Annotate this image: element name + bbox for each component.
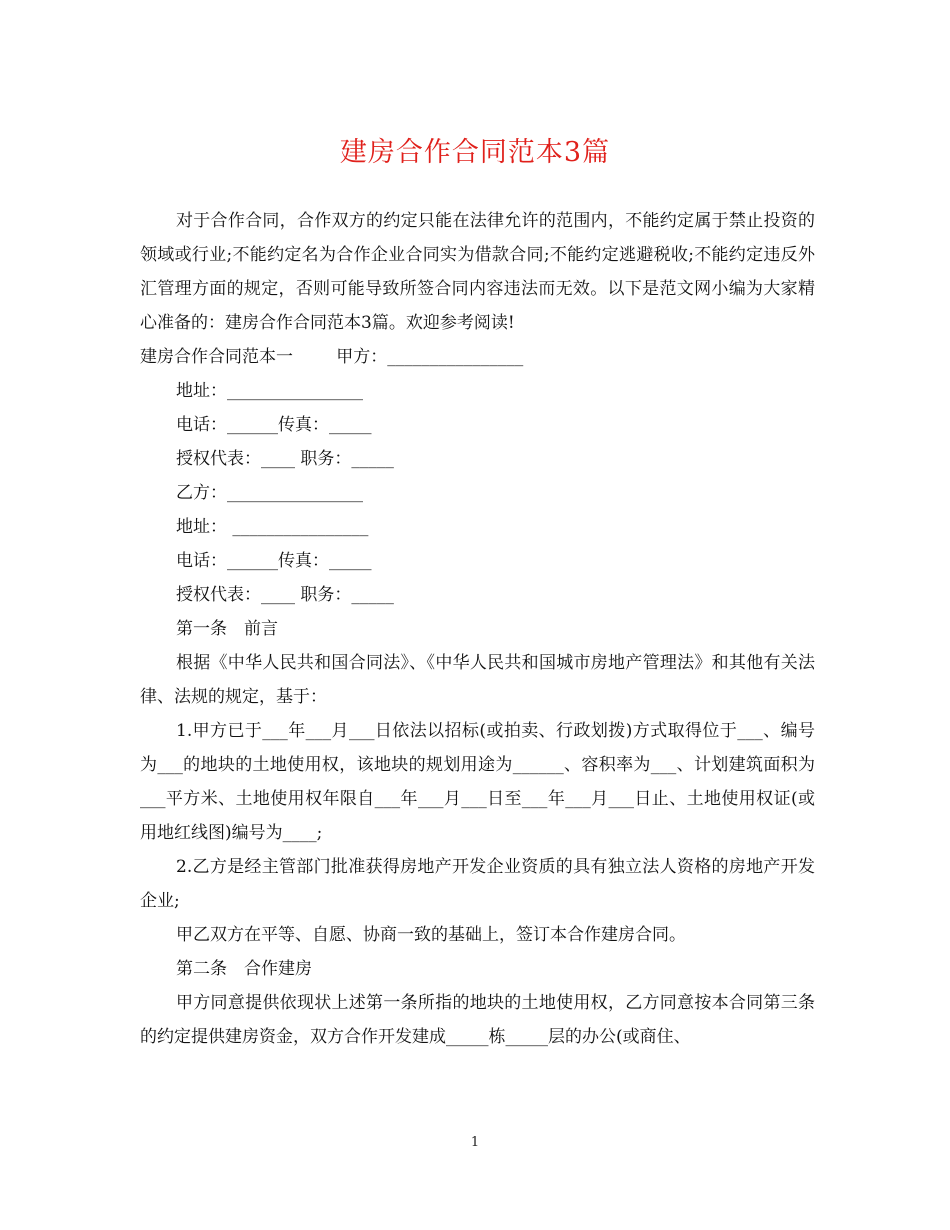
- party-b-label: 乙方：________________: [176, 483, 363, 503]
- article-2-title: 第二条 合作建房: [176, 959, 312, 979]
- article-1-item-1: 1.甲方已于___年___月___日依法以招标(或拍卖、行政划拨)方式取得位于___、编号为___的地块的土地使用权，该地块的规划用途为______、容积率为___、计划建筑面积为___平方米、土地使用权年限自___年___月___日至___年___月___日止、土地使用权证(或用地红线图)编号为____;: [140, 721, 815, 843]
- party-a-phone: 电话：______传真：_____: [176, 415, 372, 435]
- party-a-label: 甲方：________________: [336, 347, 524, 367]
- article-1-title: 第一条 前言: [176, 619, 278, 639]
- article-1-closing: 甲乙双方在平等、自愿、协商一致的基础上，签订本合作建房合同。: [176, 925, 686, 945]
- party-a-rep: 授权代表：____ 职务：_____: [176, 449, 394, 469]
- document-body: [140, 204, 815, 1054]
- party-b-rep: 授权代表：____ 职务：_____: [176, 585, 394, 605]
- page-number: 1: [470, 1135, 480, 1150]
- party-b-address: 地址： ________________: [176, 517, 369, 537]
- document-title: 建房合作合同范本3篇: [339, 137, 611, 168]
- section-heading: 建房合作合同范本一: [140, 347, 293, 367]
- party-b-phone: 电话：______传真：_____: [176, 551, 372, 571]
- intro-paragraph: 对于合作合同，合作双方的约定只能在法律允许的范围内，不能约定属于禁止投资的领域或行业;不能约定名为合作企业合同实为借款合同;不能约定逃避税收;不能约定违反外汇管理方面的规定，否则可能导致所签合同内容违法而无效。以下是范文网小编为大家精心准备的：建房合作合同范本3篇。欢迎参考阅读!: [140, 211, 815, 333]
- article-1-item-2: 2.乙方是经主管部门批准获得房地产开发企业资质的具有独立法人资格的房地产开发企业;: [140, 857, 815, 911]
- section-heading-line: [140, 340, 815, 374]
- article-2-paragraph: 甲方同意提供依现状上述第一条所指的地块的土地使用权，乙方同意按本合同第三条的约定提供建房资金，双方合作开发建成_____栋_____层的办公(或商住、: [140, 993, 815, 1047]
- article-1-paragraph: 根据《中华人民共和国合同法》、《中华人民共和国城市房地产管理法》和其他有关法律、法规的规定，基于：: [140, 653, 815, 707]
- party-a-address: 地址：________________: [176, 381, 363, 401]
